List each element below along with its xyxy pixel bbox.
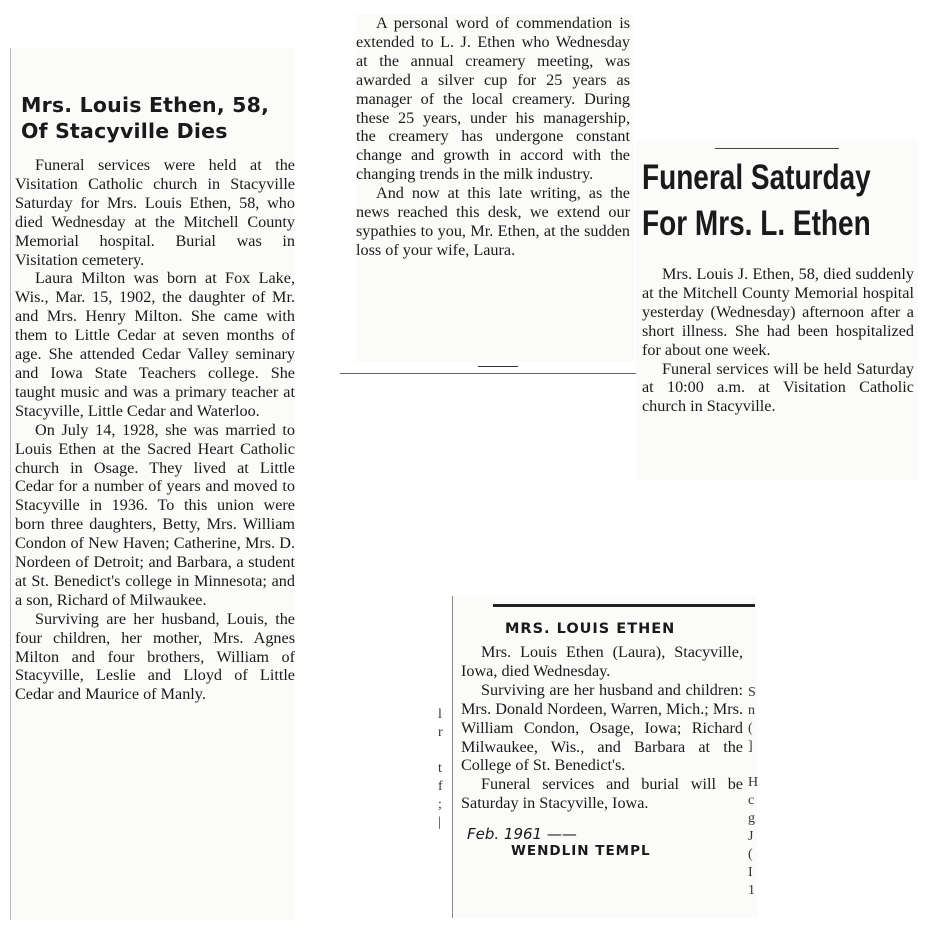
paragraph: Laura Milton was born at Fox Lake, Wis., Mar. 15, 1902, the daughter of Mr. and Mrs. Henry Milton. She came with them to Little Cedar at seven months of age. She attended Cedar Valley seminary and Iowa State Teachers college. She taught music and was a primary teacher at Stacyville, Little Cedar and Waterloo. [15,269,295,420]
fragment: ( [748,721,753,736]
fragment: ] [748,739,753,754]
fragment: I [748,865,753,880]
fragment: H [748,775,759,790]
paragraph: Funeral services were held at the Visitation Catholic church in Stacyville Saturday for Mrs. Louis Ethen, 58, who died Wednesday at the Mitchell County Memorial hospital. Burial was in Visitation cemetery. [15,156,295,269]
headline-line-2: For Mrs. L. Ethen [642,204,871,243]
divider [478,366,518,367]
article-body [461,643,743,813]
paragraph: And now at this late writing, as the news reached this desk, we extend our sypathies to you, Mr. Ethen, at the sudden loss of your wife, Laura. [356,184,630,259]
paragraph: Surviving are her husband, Louis, the four children, her mother, Mrs. Agnes Milton and four brothers, William of Stacyville, Leslie and Lloyd of Little Cedar and Maurice of Manly. [15,609,295,704]
funeral-saturday-clipping [636,140,918,480]
fragment: 1 [748,883,755,898]
handwritten-date-text: Feb. 1961 [467,825,543,844]
footer-text: WENDLIN TEMPL [511,843,651,860]
paragraph: Surviving are her husband and children: Mrs. Donald Nordeen, Warren, Mich.; Mrs. William Condon, Osage, Iowa; Richard Milwaukee, Wis., and Barbara at the College of St. Benedict's. [461,680,743,775]
divider [493,604,755,607]
paragraph: Mrs. Louis Ethen (Laura), Stacyville, Iowa, died Wednesday. [461,643,743,680]
headline-line-1: Mrs. Louis Ethen, 58, [21,93,270,117]
fragment: f [438,779,443,794]
fragment: l [438,707,442,722]
paragraph: Funeral services will be held Saturday at 10:00 a.m. at Visitation Catholic church in Stacyville. [642,359,914,416]
paragraph: A personal word of commendation is extended to L. J. Ethen who Wednesday at the annual creamery meeting, was awarded a silver cup for 25 years as manager of the local creamery. During these 25 years, under his managership, the creamery has undergone constant change and growth in accord with the changing trends in the milk industry. [356,14,630,184]
headline-line-1: Funeral Saturday [642,158,871,197]
fragment: r [438,725,443,740]
paragraph: Funeral services and burial will be Saturday in Stacyville, Iowa. [461,775,743,813]
divider [715,148,839,149]
fragment: | [438,815,441,830]
paragraph: Mrs. Louis J. Ethen, 58, died suddenly at the Mitchell County Memorial hospital yesterday (Wednesday) afternoon after a short illness. She had been hospitalized for about one week. [642,265,914,359]
fragment: g [748,811,755,826]
fragment: c [748,793,755,808]
fragment: t [438,761,442,776]
death-notice-clipping [452,596,757,918]
paragraph: On July 14, 1928, she was married to Louis Ethen at the Sacred Heart Catholic church in Osage. They lived at Little Cedar for a number of years and moved to Stacyville in 1936. To this union were born three daughters, Betty, Mrs. William Condon of New Haven; Catherine, Mrs. D. Nordeen of Detroit; and Barbara, a student at St. Benedict's college in Minnesota; and a son, Richard of Milwaukee. [15,420,295,609]
fragment [748,756,758,774]
divider [340,373,640,374]
headline-line-2: Of Stacyville Dies [21,119,228,143]
article-body [15,156,295,704]
margin-fragments-left [438,706,443,832]
obituary-clipping-stacyville-dies [10,48,295,920]
handwritten-date: Feb. 1961 —— [467,825,577,844]
headline [642,155,871,247]
article-body [642,265,914,416]
fragment: ( [748,847,753,862]
fragment [438,742,443,760]
article-body [356,14,630,260]
fragment: J [748,829,754,844]
headline [21,92,295,144]
headline: MRS. LOUIS ETHEN [505,621,676,637]
fragment: S [748,685,756,700]
fragment: ; [438,797,442,812]
margin-fragments-right [748,684,758,900]
commendation-clipping [356,14,634,362]
fragment: n [748,703,755,718]
